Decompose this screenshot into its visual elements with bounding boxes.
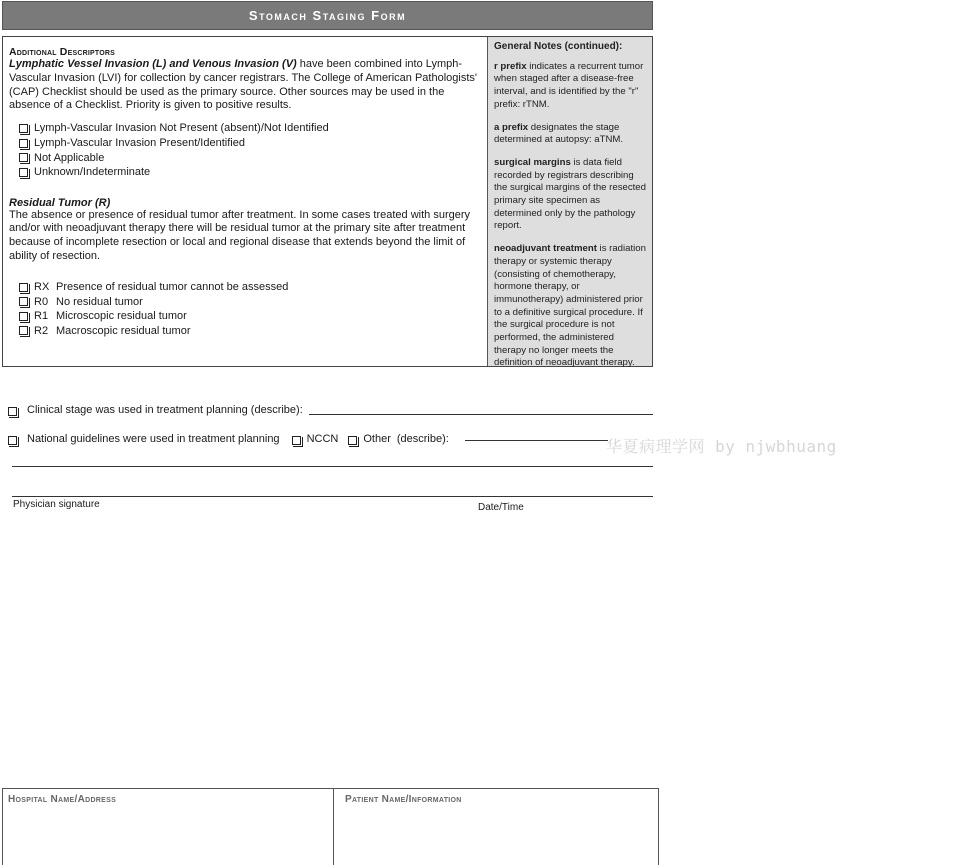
- option-code: RX: [34, 281, 50, 294]
- signature-line[interactable]: [12, 496, 653, 497]
- checkbox-icon[interactable]: [19, 297, 28, 306]
- checkbox-icon[interactable]: [19, 168, 28, 177]
- checkbox-icon[interactable]: [19, 326, 28, 335]
- note-term: r prefix: [494, 60, 527, 72]
- lvi-text: have been combined into Lymph-Vascular Invasion (LVI) for collection by cancer registrars. The College of American Pathologists' (CAP) Checklist should be used as the primary source. Other sources may be used in the absence of a Checklist. Priority is given to positive results.: [9, 58, 477, 112]
- other-describe-field[interactable]: [465, 440, 608, 441]
- option-label: No residual tumor: [56, 295, 143, 308]
- option-label: Unknown/Indeterminate: [34, 166, 151, 179]
- guidelines-label: National guidelines were used in treatment planning: [27, 433, 280, 445]
- note-surgical-margins: [494, 157, 647, 233]
- note-term: surgical margins: [494, 156, 571, 168]
- blank-line[interactable]: [12, 466, 653, 467]
- physician-signature-label: Physician signature: [13, 499, 100, 510]
- guidelines-row: [8, 433, 608, 445]
- note-neoadjuvant: [494, 243, 647, 370]
- nccn-checkbox[interactable]: [292, 436, 301, 445]
- additional-descriptors-heading: Additional Descriptors: [9, 46, 115, 58]
- residual-option-r2[interactable]: [19, 324, 481, 339]
- datetime-label: Date/Time: [478, 502, 524, 513]
- checkbox-icon[interactable]: [19, 139, 28, 148]
- residual-tumor-title: Residual Tumor (R): [9, 196, 111, 209]
- lvi-option-unknown[interactable]: [19, 165, 481, 180]
- note-r-prefix: [494, 61, 647, 112]
- note-term: neoadjuvant treatment: [494, 243, 597, 255]
- checkbox-icon[interactable]: [19, 283, 28, 292]
- clinical-stage-field[interactable]: [309, 414, 653, 415]
- additional-descriptors-section: [3, 37, 487, 366]
- option-label: Not Applicable: [34, 151, 105, 164]
- checkbox-icon[interactable]: [19, 312, 28, 321]
- lvi-title: Lymphatic Vessel Invasion (L) and Venous Invasion (V): [9, 58, 297, 70]
- form-title: Stomach Staging Form: [2, 1, 653, 30]
- general-notes-sidebar: [487, 37, 652, 369]
- option-code: R0: [34, 295, 49, 308]
- note-a-prefix: [494, 122, 647, 147]
- clinical-stage-label: Clinical stage was used in treatment planning (describe):: [27, 404, 303, 416]
- residual-option-rx[interactable]: [19, 280, 481, 295]
- option-label: Presence of residual tumor cannot be assessed: [56, 281, 289, 294]
- footer-box: [2, 788, 659, 865]
- option-label: Macroscopic residual tumor: [56, 324, 191, 337]
- option-label: Lymph-Vascular Invasion Not Present (absent)/Not Identified: [34, 122, 329, 135]
- patient-cell[interactable]: [340, 789, 658, 865]
- note-text: is radiation therapy or systemic therapy (consisting of chemotherapy, hormone therapy, or immunotherapy) administered prior to a definitive surgical procedure. If the surgical procedure is not performed, the administered therapy no longer meets the definition of neoadjuvant therapy.: [494, 243, 646, 369]
- clinical-stage-row: [8, 404, 653, 416]
- note-text: designates the stage determined at autopsy: aTNM.: [494, 121, 624, 146]
- patient-label: Patient Name/Information: [345, 794, 462, 805]
- residual-option-r1[interactable]: [19, 309, 481, 324]
- residual-option-r0[interactable]: [19, 294, 481, 309]
- note-term: a prefix: [494, 121, 529, 133]
- lvi-option-not-applicable[interactable]: [19, 150, 481, 165]
- checkbox-icon[interactable]: [19, 153, 28, 162]
- lvi-option-present[interactable]: [19, 136, 481, 151]
- other-checkbox[interactable]: [348, 436, 357, 445]
- checkbox-icon[interactable]: [19, 124, 28, 133]
- residual-options: [19, 280, 481, 338]
- general-notes-heading: General Notes (continued):: [494, 41, 623, 52]
- lvi-options: [19, 121, 481, 179]
- residual-tumor-paragraph: The absence or presence of residual tumor after treatment. In some cases treated with surgery and/or with neoadjuvant therapy there will be residual tumor at the primary site after treatment because of incomplete resection or local and regional disease that extends beyond the limit of ability of resection.: [9, 208, 471, 262]
- watermark-text: 华夏病理学网 by njwbhuang: [606, 437, 837, 456]
- option-label: Microscopic residual tumor: [56, 310, 187, 323]
- hospital-cell[interactable]: [3, 789, 334, 865]
- guidelines-checkbox[interactable]: [8, 436, 17, 445]
- clinical-stage-checkbox[interactable]: [8, 407, 17, 416]
- lvi-option-not-present[interactable]: [19, 121, 481, 136]
- note-text: is data field recorded by registrars describing the surgical margins of the resected primary site specimen as determined only by the pathology report.: [494, 156, 646, 232]
- nccn-label: NCCN: [306, 433, 339, 445]
- option-code: R1: [34, 310, 49, 323]
- option-code: R2: [34, 324, 49, 337]
- descriptors-panel: [2, 36, 653, 367]
- note-text: indicates a recurrent tumor when staged after a disease-free interval, and is identified by the "r" prefix: rTNM.: [494, 60, 644, 110]
- other-label: Other: [363, 433, 391, 445]
- describe-label: (describe):: [396, 433, 449, 445]
- option-label: Lymph-Vascular Invasion Present/Identified: [34, 137, 245, 150]
- lvi-paragraph: [9, 58, 481, 113]
- hospital-label: Hospital Name/Address: [8, 794, 117, 805]
